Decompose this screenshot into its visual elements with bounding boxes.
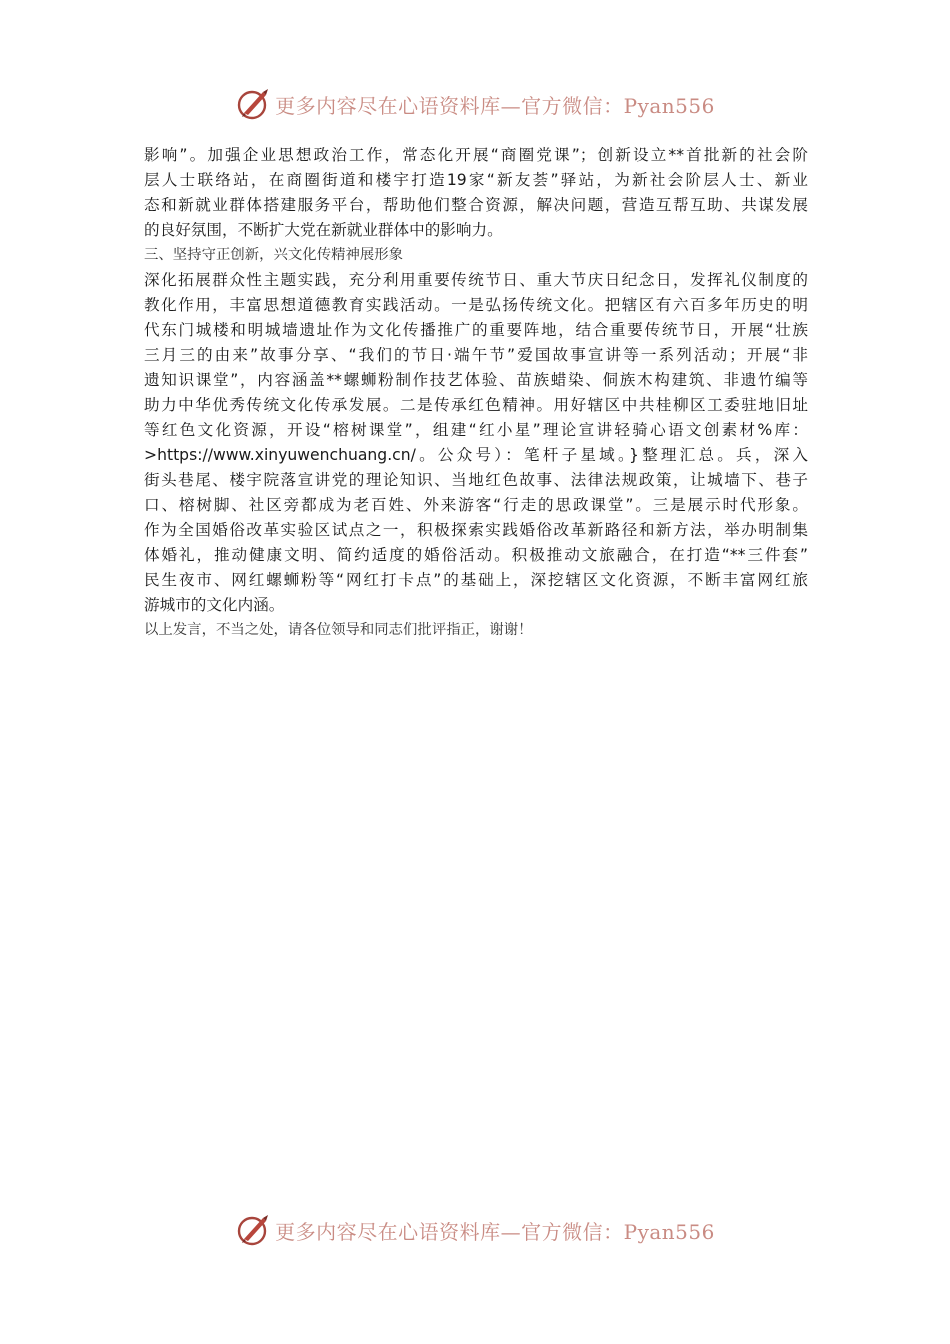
paragraph-line: 作为全国婚俗改革实验区试点之一，积极探索实践婚俗改革新路径和新方法，举办明制集 <box>144 521 808 539</box>
document-body <box>144 143 808 643</box>
quill-logo-icon <box>235 86 271 122</box>
paragraph-line: 影响”。加强企业思想政治工作，常态化开展“商圈党课”；创新设立**首批新的社会阶 <box>144 146 808 164</box>
paragraph-line: 体婚礼，推动健康文明、简约适度的婚俗活动。积极推动文旅融合，在打造“**三件套” <box>144 546 808 564</box>
paragraph-line: 三月三的由来”故事分享、“我们的节日·端午节”爱国故事宣讲等一系列活动；开展“非 <box>144 346 808 364</box>
paragraph-line: 深化拓展群众性主题实践，充分利用重要传统节日、重大节庆日纪念日，发挥礼仪制度的 <box>144 271 808 289</box>
paragraph-line: 态和新就业群体搭建服务平台，帮助他们整合资源，解决问题，营造互帮互助、共谋发展 <box>144 196 808 214</box>
banner-text: 更多内容尽在心语资料库—官方微信：Pyan556 <box>275 93 715 118</box>
heading-line: 三、坚持守正创新，兴文化传精神展形象 <box>144 247 404 263</box>
paragraph-line: 的良好氛围，不断扩大党在新就业群体中的影响力。 <box>144 221 503 239</box>
header-banner <box>0 82 950 126</box>
paragraph-line: 民生夜市、网红螺蛳粉等“网红打卡点”的基础上，深挖辖区文化资源，不断丰富网红旅 <box>144 571 808 589</box>
paragraph-line: 街头巷尾、楼宇院落宣讲党的理论知识、当地红色故事、法律法规政策，让城墙下、巷子 <box>144 471 808 489</box>
heading-line: 以上发言，不当之处，请各位领导和同志们批评指正，谢谢！ <box>144 622 533 638</box>
paragraph-line: 助力中华优秀传统文化传承发展。二是传承红色精神。用好辖区中共桂柳区工委驻地旧址 <box>144 396 808 414</box>
paragraph-line: 遗知识课堂”，内容涵盖**螺蛳粉制作技艺体验、苗族蜡染、侗族木构建筑、非遗竹编等 <box>144 371 808 389</box>
paragraph-line: 等红色文化资源，开设“榕树课堂”，组建“红小星”理论宣讲轻骑心语文创素材%库： <box>144 421 808 439</box>
paragraph-line: 口、榕树脚、社区旁都成为老百姓、外来游客“行走的思政课堂”。三是展示时代形象。 <box>144 496 808 514</box>
paragraph-line: 代东门城楼和明城墙遗址作为文化传播推广的重要阵地，结合重要传统节日，开展“壮族 <box>144 321 808 339</box>
paragraph-line: 教化作用，丰富思想道德教育实践活动。一是弘扬传统文化。把辖区有六百多年历史的明 <box>144 296 808 314</box>
footer-banner <box>0 1208 950 1252</box>
paragraph-line: 层人士联络站，在商圈街道和楼宇打造19家“新友荟”驿站，为新社会阶层人士、新业 <box>144 171 808 189</box>
banner-text: 更多内容尽在心语资料库—官方微信：Pyan556 <box>275 1219 715 1244</box>
paragraph-line: >https://www.xinyuwenchuang.cn/。公众号）：笔杆子星域。}整理汇总。兵，深入 <box>144 446 808 464</box>
paragraph-line: 游城市的文化内涵。 <box>144 596 285 614</box>
quill-logo-icon <box>235 1212 271 1248</box>
